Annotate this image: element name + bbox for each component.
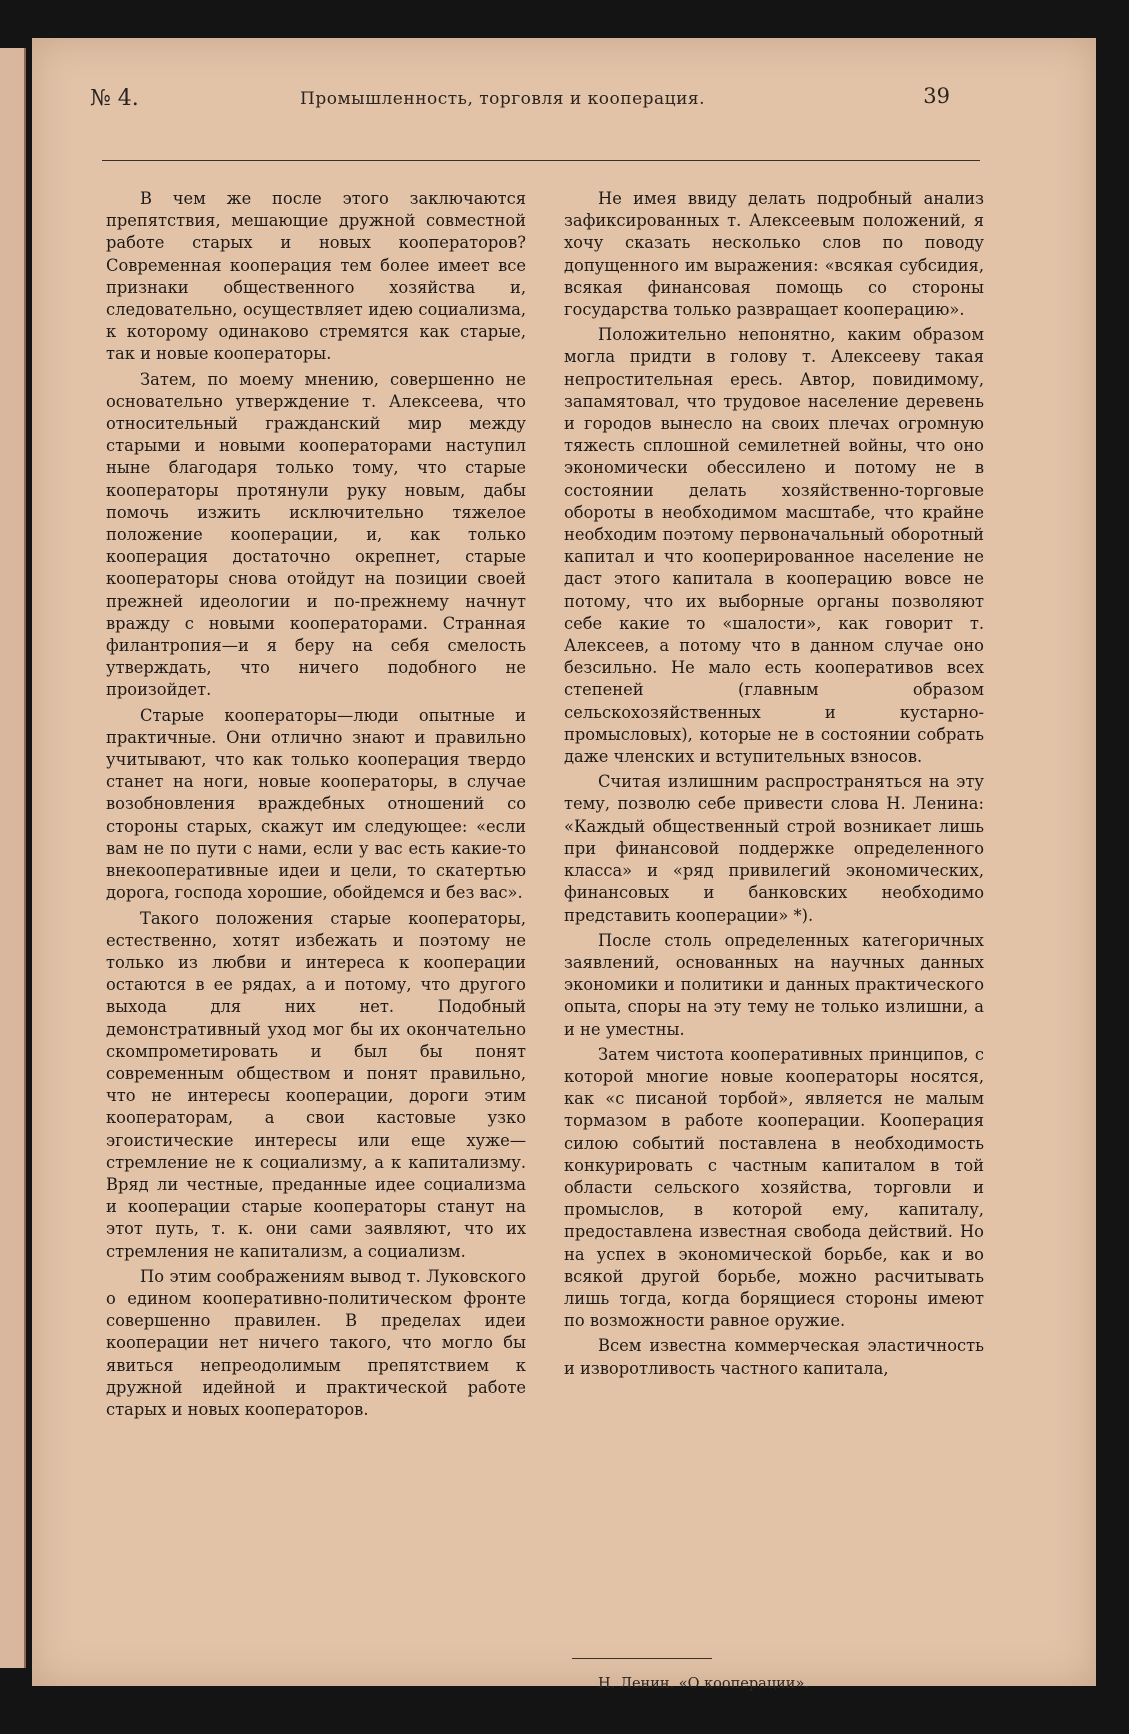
paragraph: Затем чистота кооперативных принципов, с которой многие новые кооператоры носятся, как «с писаной торбой», является не малым тормазом в работе кооперации. Кооперация силою событий поставлена в необходимость конкурировать с частным капиталом в той области сельского хозяйства, торговли и промыслов, в которой ему, капиталу, предоставлена известная свобода действий. Но на успех в экономической борьбе, как и во всякой другой борьбе, можно расчитывать лишь тогда, когда борящиеся стороны имеют по возможности равное оружие. (564, 1044, 984, 1331)
paragraph: После столь определенных категоричных заявлений, основанных на научных данных экономики и политики и данных практического опыта, споры на эту тему не только излишни, а и не уместны. (564, 930, 984, 1039)
running-header (90, 86, 950, 126)
paragraph: Всем известна коммерческая эластичность и изворотливость частного капитала, (564, 1336, 984, 1378)
paragraph: Считая излишним распространяться на эту тему, позволю себе привести слова Н. Ленина: «Каждый общественный строй возникает лишь при финансовой поддержке определенного класса» и «ряд привилегий экономических, финансовых и банковских необходимо представить кооперации» *). (564, 772, 984, 925)
paragraph: Затем, по моему мнению, совершенно не основательно утверждение т. Алексеева, что относительный гражданский мир между старыми и новыми кооператорами наступил ныне благодаря только тому, что старые кооператоры протянули руку новым, дабы помочь изжить исключительно тяжелое положение кооперации, и, как только кооперация достаточно окрепнет, старые кооператоры снова отойдут на позиции своей прежней идеологии и по-прежнему начнут вражду с новыми кооператорами. Странная филантропия—и я беру на себя смелость утверждать, что ничего подобного не произойдет. (106, 369, 526, 700)
paragraph: Не имея ввиду делать подробный анализ зафиксированных т. Алексеевым положений, я хочу сказать несколько слов по поводу допущенного им выражения: «всякая субсидия, всякая финансовая помощь со стороны государства только развращает кооперацию». (564, 189, 984, 320)
header-rule (102, 160, 980, 161)
paragraph: По этим соображениям вывод т. Луковского о едином кооперативно-политическом фронте совершенно правилен. В пределах идеи кооперации нет ничего такого, что могло бы явиться непреодолимым препятствием к дружной идейной и практической работе старых и новых кооператоров. (106, 1266, 526, 1419)
page-number: 39 (923, 84, 950, 108)
journal-title: Промышленность, торговля и кооперация. (300, 89, 706, 109)
footnote-rule (572, 1658, 712, 1659)
paragraph: Положительно непонятно, каким образом могла придти в голову т. Алексееву такая непростительная ересь. Автор, повидимому, запамятовал, что трудовое население деревень и городов вынесло на своих плечах огромную тяжесть сплошной семилетней войны, что оно экономически обессилено и потому не в состоянии делать хозяйственно-торговые обороты в необходимом масштабе, что крайне необходим поэтому первоначальный оборотный капитал и что кооперированное население не даст этого капитала в кооперацию вовсе не потому, что их выборные органы позволяют себе какие то «шалости», как говорит т. Алексеев, а потому что в данном случае оно безсильно. Не мало есть кооперативов всех степеней (главным образом сельскохозяйственных и кустарно-промысловых), которые не в состоянии собрать даже членских и вступительных взносов. (564, 325, 984, 767)
right-column (564, 188, 984, 1383)
footnote: Н. Ленин. «О кооперации». (598, 1676, 809, 1692)
issue-number: № 4. (90, 86, 139, 111)
adjacent-page-edge (0, 48, 26, 1668)
left-column (106, 188, 526, 1424)
paragraph: Такого положения старые кооператоры, естественно, хотят избежать и поэтому не только из любви и интереса к кооперации остаются в ее рядах, а и потому, что другого выхода для них нет. Подобный демонстративный уход мог бы их окончательно скомпрометировать и был бы понят современным обществом и понят правильно, что не интересы кооперации, дороги этим кооператорам, а свои кастовые узко эгоистические интересы или еще хуже—стремление не к социализму, а к капитализму. Вряд ли честные, преданные идее социализма и кооперации старые кооператоры станут на этот путь, т. к. они сами заявляют, что их стремления не капитализм, а социализм. (106, 908, 526, 1261)
paragraph: В чем же после этого заключаются препятствия, мешающие дружной совместной работе старых и новых кооператоров? Современная кооперация тем более имеет все признаки общественного хозяйства и, следовательно, осуществляет идею социализма, к которому одинаково стремятся как старые, так и новые кооператоры. (106, 189, 526, 364)
paragraph: Старые кооператоры—люди опытные и практичные. Они отлично знают и правильно учитывают, что как только кооперация твердо станет на ноги, новые кооператоры, в случае возобновления враждебных отношений со стороны старых, скажут им следующее: «если вам не по пути с нами, если у вас есть какие-то внекооперативные идеи и цели, то скатертью дорога, господа хорошие, обойдемся и без вас». (106, 705, 526, 903)
